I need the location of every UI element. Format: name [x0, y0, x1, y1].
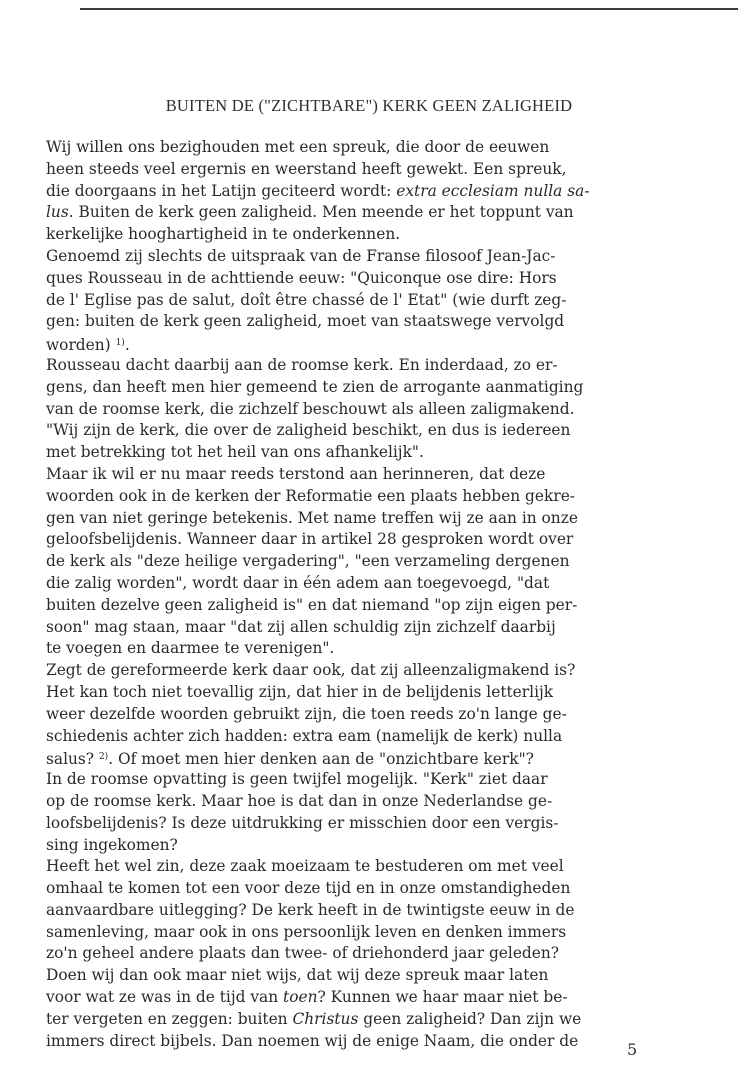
text-line: salus? $^{2)}$. Of moet men hier denken aan de "onzichtbare kerk"? [46, 750, 534, 769]
text-line: met betrekking tot het heil van ons afhankelijk". [46, 443, 424, 462]
text-line: aanvaardbare uitlegging? De kerk heeft in de twintigste eeuw in de [46, 900, 575, 919]
text-line: schiedenis achter zich hadden: extra eam (namelijk de kerk) nulla [46, 726, 563, 745]
text-line: kerkelijke hooghartigheid in te onderkennen. [46, 225, 401, 244]
text-line: Rousseau dacht daarbij aan de roomse kerk. En inderdaad, zo er- [46, 355, 558, 374]
text-line: buiten dezelve geen zaligheid is" en dat niemand "op zijn eigen per- [46, 595, 578, 614]
text-line: loofsbelijdenis? Is deze uitdrukking er misschien door een vergis- [46, 813, 559, 832]
text-line: worden) $^{1)}$. [46, 336, 130, 355]
page-title: BUITEN DE ("ZICHTBARE") KERK GEEN ZALIGHEID [165, 96, 573, 115]
text-line: immers direct bijbels. Dan noemen wij de enige Naam, die onder de [46, 1031, 579, 1050]
text-line: geloofsbelijdenis. Wanneer daar in artikel 28 gesproken wordt over [46, 530, 574, 549]
text-line: gen: buiten de kerk geen zaligheid, moet van staatswege vervolgd [46, 312, 565, 331]
text-line: Wij willen ons bezighouden met een spreuk, die door de eeuwen [46, 138, 550, 156]
text-line: zo'n geheel andere plaats dan twee- of driehonderd jaar geleden? [46, 944, 560, 963]
text-line: woorden ook in de kerken der Reformatie een plaats hebben gekre- [46, 486, 576, 505]
text-line: omhaal te komen tot een voor deze tijd en in onze omstandigheden [46, 879, 571, 898]
text-line: Het kan toch niet toevallig zijn, dat hier in de belijdenis letterlijk [46, 682, 554, 701]
text-line: gen van niet geringe betekenis. Met name treffen wij ze aan in onze [46, 508, 578, 527]
page-number: 5 [627, 1040, 638, 1059]
text-line: voor wat ze was in de tijd van toen? Kunnen we haar maar niet be- [46, 988, 568, 1007]
text-line: gens, dan heeft men hier gemeend te zien de arrogante aanmatiging [46, 377, 584, 396]
text-line: die doorgaans in het Latijn geciteerd wordt: extra ecclesiam nulla sa- [46, 181, 590, 200]
text-line: weer dezelfde woorden gebruikt zijn, die toen reeds zo'n lange ge- [46, 704, 567, 723]
text-line: Genoemd zij slechts de uitspraak van de Franse filosoof Jean-Jac- [46, 246, 556, 265]
text-line: sing ingekomen? [46, 835, 178, 854]
text-line: Heeft het wel zin, deze zaak moeizaam te bestuderen om met veel [46, 857, 564, 876]
text-line: In de roomse opvatting is geen twijfel mogelijk. "Kerk" ziet daar [46, 770, 548, 789]
text-line: Zegt de gereformeerde kerk daar ook, dat zij alleenzaligmakend is? [46, 661, 576, 680]
text-line: "Wij zijn de kerk, die over de zaligheid beschikt, en dus is iedereen [46, 421, 571, 440]
text-line: de l' Eglise pas de salut, doît être chassé de l' Etat" (wie durft zeg- [46, 290, 567, 309]
text-line: Maar ik wil er nu maar reeds terstond aan herinneren, dat deze [46, 464, 546, 483]
text-line: lus. Buiten de kerk geen zaligheid. Men meende er het toppunt van [46, 203, 574, 222]
text-line: Doen wij dan ook maar niet wijs, dat wij deze spreuk maar laten [46, 966, 549, 985]
top-rule [80, 8, 738, 10]
text-line: ter vergeten en zeggen: buiten Christus geen zaligheid? Dan zijn we [46, 1009, 582, 1028]
text-line: heen steeds veel ergernis en weerstand heeft gewekt. Een spreuk, [46, 159, 567, 178]
text-line: die zalig worden", wordt daar in één adem aan toegevoegd, "dat [46, 573, 550, 592]
text-line: samenleving, maar ook in ons persoonlijk leven en denken immers [46, 922, 567, 941]
text-line: te voegen en daarmee te verenigen". [46, 639, 335, 658]
text-line: de kerk als "deze heilige vergadering", "een verzameling dergenen [46, 552, 570, 571]
text-line: van de roomse kerk, die zichzelf beschouwt als alleen zaligmakend. [46, 399, 575, 418]
text-line: ques Rousseau in de achttiende eeuw: "Quiconque ose dire: Hors [46, 268, 557, 287]
body-text [46, 137, 696, 1052]
text-line: soon" mag staan, maar "dat zij allen schuldig zijn zichzelf daarbij [46, 617, 556, 636]
text-line: op de roomse kerk. Maar hoe is dat dan in onze Nederlandse ge- [46, 791, 553, 810]
